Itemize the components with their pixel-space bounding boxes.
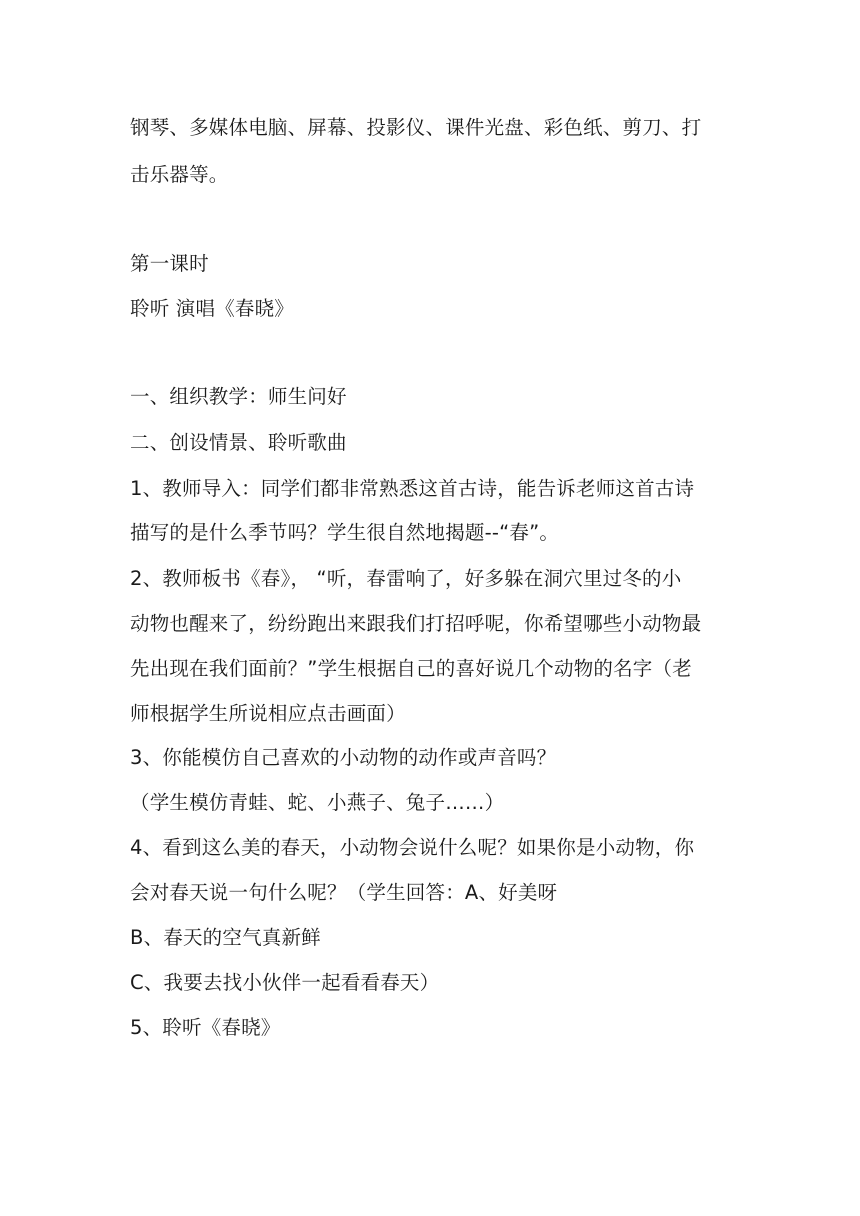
item-5-line: 5、聆听《春晓》 xyxy=(130,1016,281,1039)
materials-line-2: 击乐器等。 xyxy=(130,163,229,186)
item-4-line-3: B、春天的空气真新鲜 xyxy=(130,926,321,949)
item-2-line-1: 2、教师板书《春》， “听，春雷响了，好多躲在洞穴里过冬的小 xyxy=(130,567,682,590)
step-2-heading: 二、创设情景、聆听歌曲 xyxy=(130,431,347,454)
item-2-line-2: 动物也醒来了，纷纷跑出来跟我们打招呼呢，你希望哪些小动物最 xyxy=(130,612,702,635)
item-3-line-1: 3、你能模仿自己喜欢的小动物的动作或声音吗？ xyxy=(130,746,557,769)
item-4-line-4: C、我要去找小伙伴一起看看春天） xyxy=(130,971,440,994)
item-3-line-2: （学生模仿青蛙、蛇、小燕子、兔子……） xyxy=(130,791,505,814)
lesson-subtitle: 聆听 演唱《春晓》 xyxy=(130,297,294,320)
item-2-line-3: 先出现在我们面前？”学生根据自己的喜好说几个动物的名字（老 xyxy=(130,657,692,680)
materials-line-1: 钢琴、多媒体电脑、屏幕、投影仪、课件光盘、彩色纸、剪刀、打 xyxy=(130,116,702,139)
item-2-line-4: 师根据学生所说相应点击画面） xyxy=(130,702,406,725)
item-4-line-2: 会对春天说一句什么呢？（学生回答：A、好美呀 xyxy=(130,881,558,904)
item-1-line-2: 描写的是什么季节吗？学生很自然地揭题--“春”。 xyxy=(130,521,560,544)
item-4-line-1: 4、看到这么美的春天，小动物会说什么呢？如果你是小动物，你 xyxy=(130,836,695,859)
item-1-line-1: 1、教师导入：同学们都非常熟悉这首古诗，能告诉老师这首古诗 xyxy=(130,477,695,500)
lesson-title: 第一课时 xyxy=(130,252,209,275)
step-1-heading: 一、组织教学：师生问好 xyxy=(130,385,347,408)
